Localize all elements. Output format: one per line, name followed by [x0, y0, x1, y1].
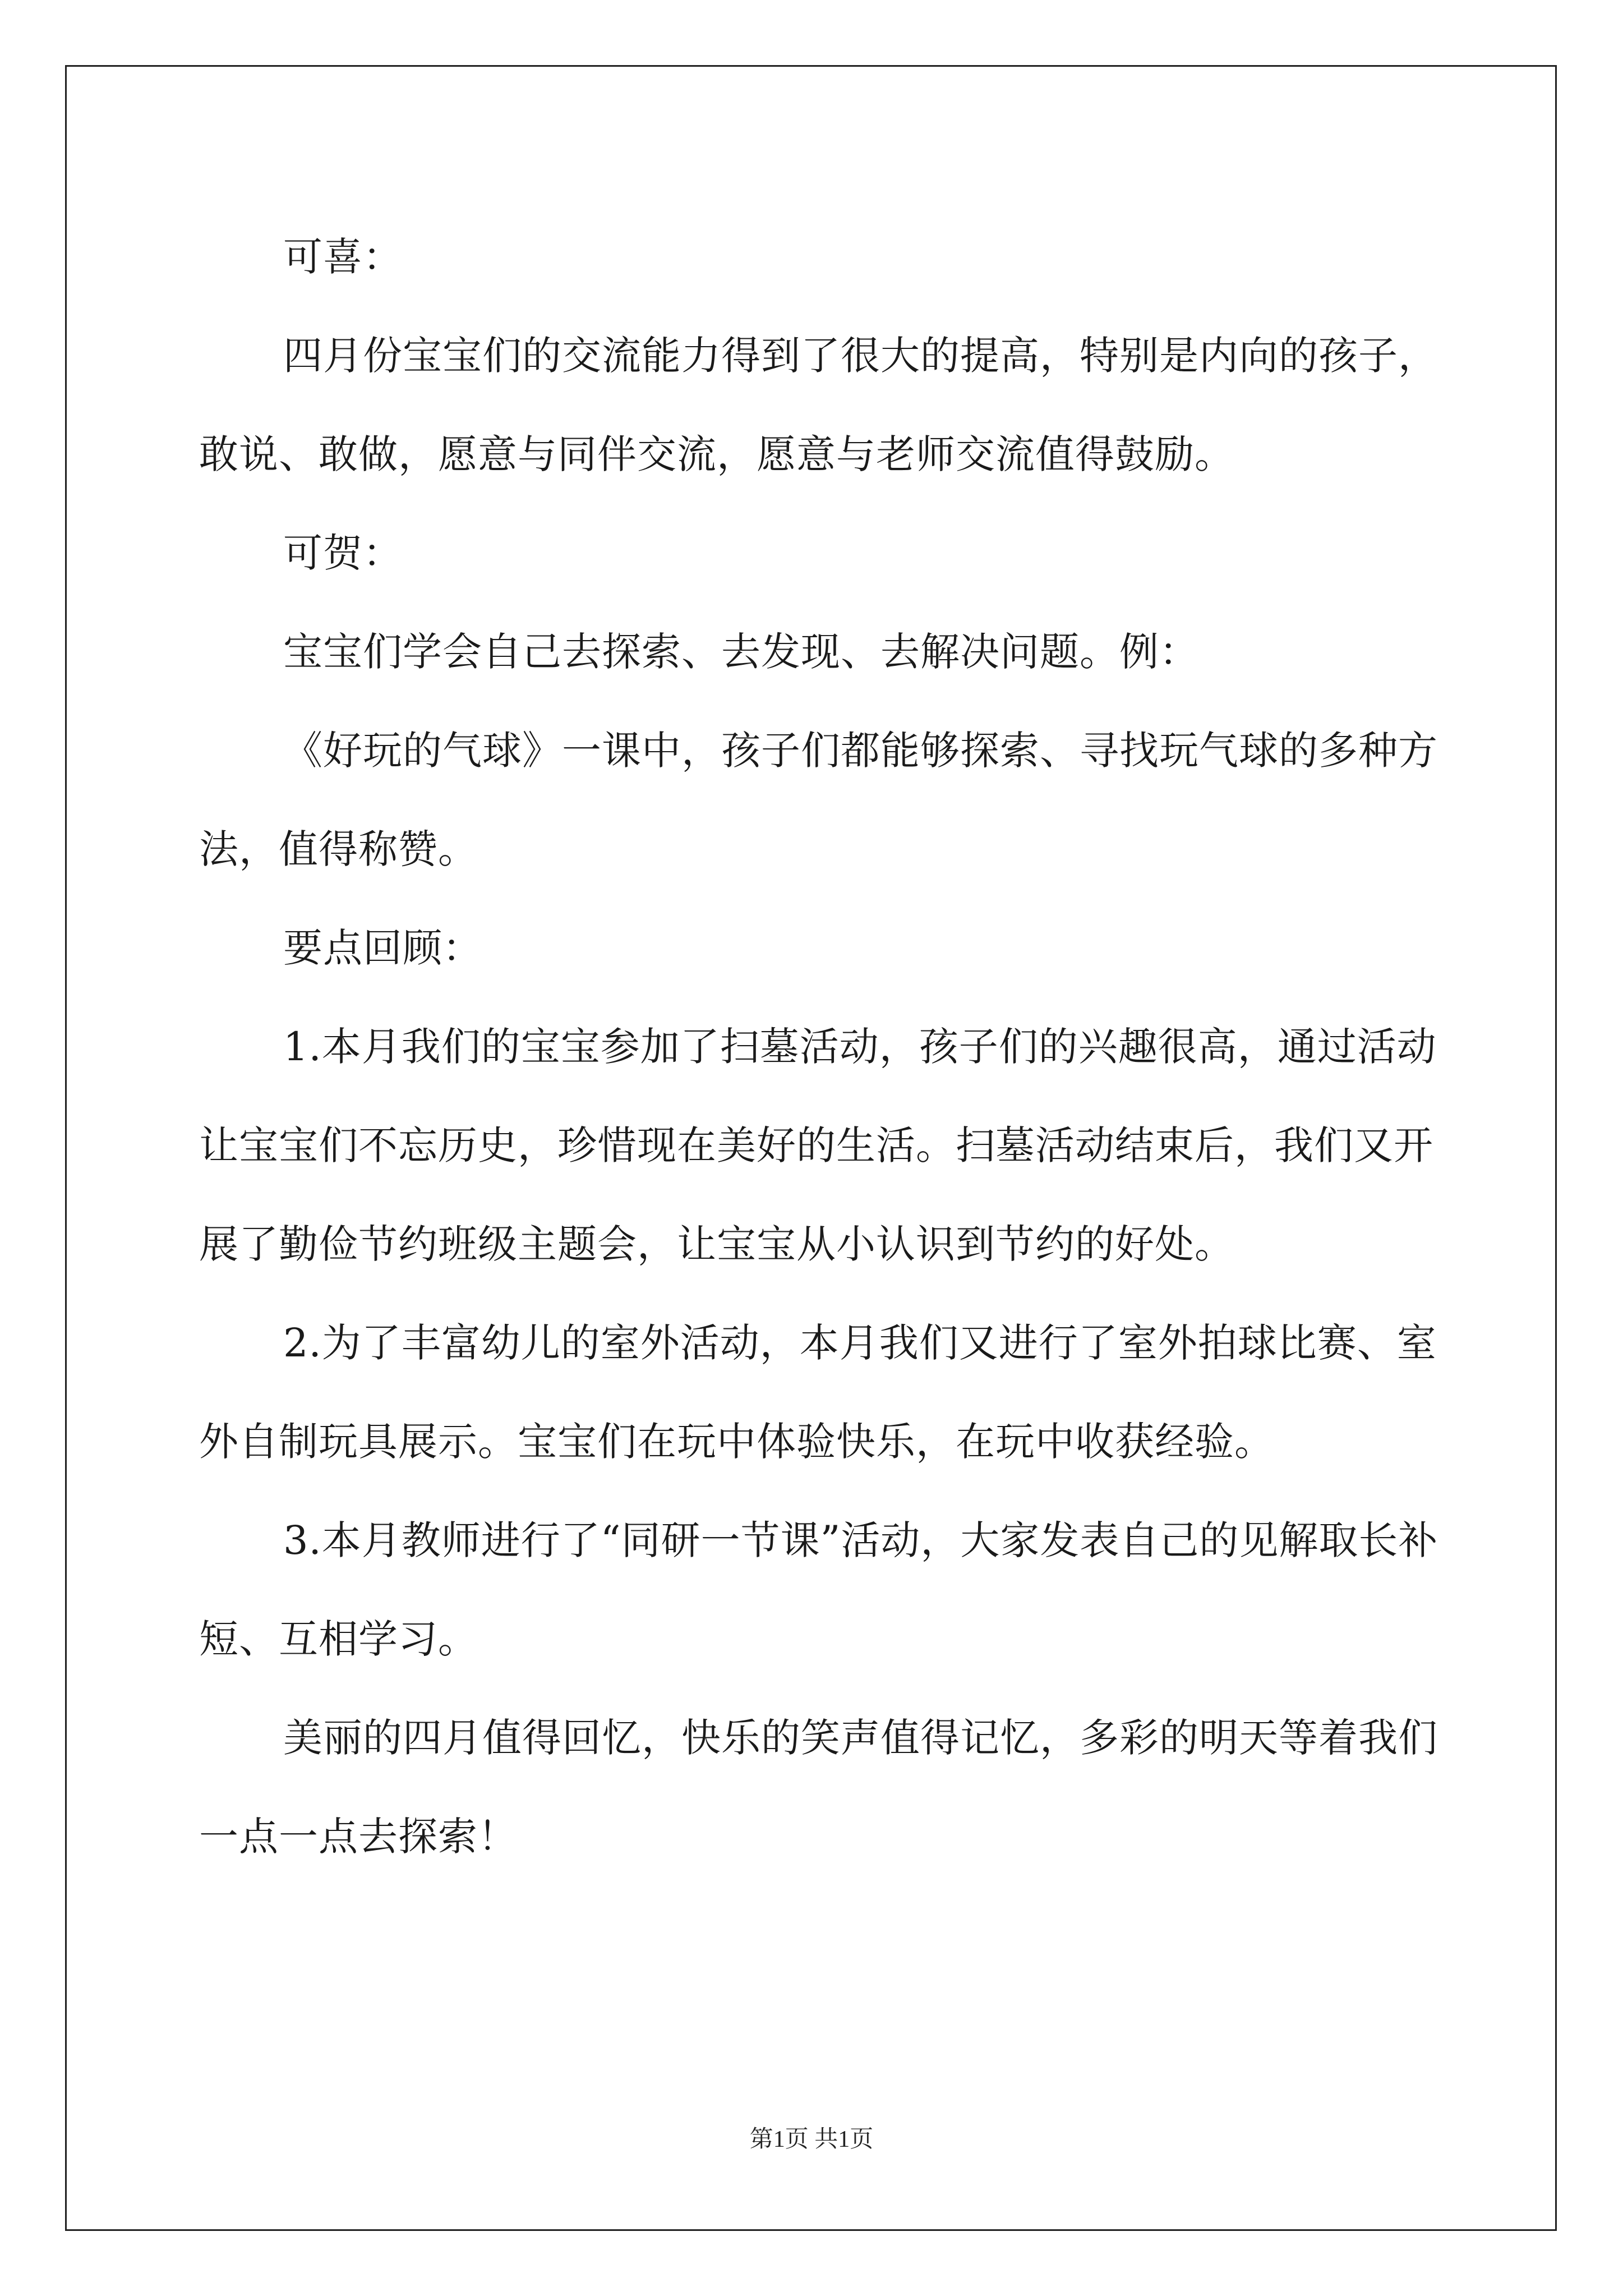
paragraph-explore: 宝宝们学会自己去探索、去发现、去解决问题。例： — [283, 629, 1199, 675]
page-number: 第1页 共1页 — [749, 2127, 874, 2152]
paragraph-review-heading: 要点回顾： — [283, 925, 482, 971]
document-body — [199, 208, 1450, 1886]
paragraph-kehe-heading: 可贺： — [283, 530, 403, 576]
paragraph-kexi-heading: 可喜： — [283, 234, 403, 280]
paragraph-review-item-2: 2.为了丰富幼儿的室外活动，本月我们又进行了室外拍球比赛、室外自制玩具展示。宝宝们在玩中体验快乐，在玩中收获经验。 — [199, 1320, 1437, 1465]
paragraph-closing: 美丽的四月值得回忆，快乐的笑声值得记忆，多彩的明天等着我们一点一点去探索！ — [199, 1715, 1438, 1860]
paragraph-review-item-3: 3.本月教师进行了“同研一节课”活动，大家发表自己的见解取长补短、互相学习。 — [199, 1517, 1438, 1662]
paragraph-balloon-lesson: 《好玩的气球》一课中，孩子们都能够探索、寻找玩气球的多种方法，值得称赞。 — [199, 728, 1438, 872]
paragraph-review-item-1: 1.本月我们的宝宝参加了扫墓活动，孩子们的兴趣很高，通过活动让宝宝们不忘历史，珍惜现在美好的生活。扫墓活动结束后，我们又开展了勤俭节约班级主题会，让宝宝从小认识到节约的好处。 — [199, 1024, 1437, 1267]
paragraph-communication: 四月份宝宝们的交流能力得到了很大的提高，特别是内向的孩子，敢说、敢做，愿意与同伴交流，愿意与老师交流值得鼓励。 — [199, 333, 1438, 477]
